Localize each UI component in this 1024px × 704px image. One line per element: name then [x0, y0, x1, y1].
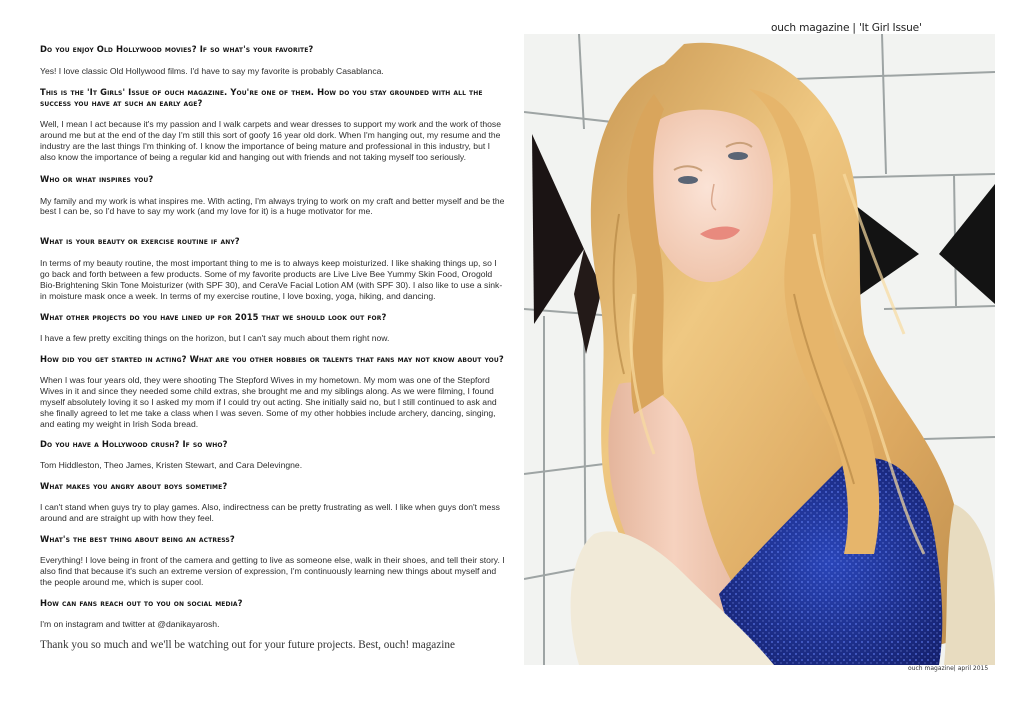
- answer-3: My family and my work is what inspires me. With acting, I'm always trying to work on my craft and better myself and be the best I can be, so I'd have to say my work (and my love for it) is a huge motivator for me.: [40, 195, 505, 217]
- closing-note: Thank you so much and we'll be watching out for your future projects. Best, ouch! magazine: [40, 638, 455, 651]
- question-6: How did you get started in acting? What are you other hobbies or talents that fans may not know about you?: [40, 353, 504, 364]
- answer-2: Well, I mean I act because it's my passion and I walk carpets and wear dresses to support my work and the work of those around me but at the end of the day I'm still this sort of goofy 16 year old dork. When I'm hanging out, my resume and the industry are the last things I'm thinking of. I know the importance of being mature and professional in this industry, but I also know the importance of being a regular kid and hanging out with friends and not taking myself too seriously.: [40, 118, 501, 162]
- answer-1: Yes! I love classic Old Hollywood films. I'd have to say my favorite is probably Casablanca.: [40, 66, 384, 76]
- answer-6: When I was four years old, they were shooting The Stepford Wives in my hometown. My mom was one of the Stepford Wives in it and since they needed some child extras, she brought me and my siblings along. As we were filming, I found myself absolutely loving it so I asked my mom if I could try out acting. She initially said no, but I still continued to ask and she finally agreed to let me take a class when I was seven. Some of my other hobbies include archery, dancing, singing, and eating my weight in Irish Soda bread.: [40, 374, 497, 429]
- answer-4: In terms of my beauty routine, the most important thing to me is to always keep moisturized. I like shaking things up, so I go back and forth between a few products. Some of my favorite products are Live Live Bee Yummy Skin Food, Orogold Bio-Brightening Skin Tone Moisturizer (with SPF 30), and CeraVe Facial Lotion AM (with SPF 30). I also like to use a sink-in moisture mask once a week. In terms of my exercise routine, I love boxing, yoga, hiking, and dancing.: [40, 258, 503, 302]
- question-9: What's the best thing about being an actress?: [40, 534, 235, 545]
- question-1: Do you enjoy Old Hollywood movies? If so what's your favorite?: [40, 44, 314, 54]
- answer-5: I have a few pretty exciting things on the horizon, but I can't say much about them right now.: [40, 332, 390, 343]
- question-8: What makes you angry about boys sometime?: [40, 481, 228, 492]
- portrait-photo: [524, 34, 995, 665]
- answer-8: I can't stand when guys try to play games. Also, indirectness can be pretty frustrating as well. I like when guys don't mess around and are straight up with how they feel.: [40, 502, 500, 524]
- interview-column: [40, 44, 506, 652]
- question-7: Do you have a Hollywood crush? If so who?: [40, 439, 228, 450]
- magazine-footer: ouch magazine| april 2015: [908, 665, 989, 672]
- question-10: How can fans reach out to you on social media?: [40, 597, 243, 608]
- question-4: What is your beauty or exercise routine if any?: [40, 236, 240, 247]
- answer-9: Everything! I love being in front of the camera and getting to live as someone else, walk in their shoes, and tell their story. I also find that because it's such an extreme version of expression, I'm continuously learning new things about myself and the people around me, which is super cool.: [40, 555, 505, 587]
- question-3: Who or what inspires you?: [40, 173, 154, 184]
- question-5: What other projects do you have lined up for 2015 that we should look out for?: [40, 311, 387, 322]
- answer-7: Tom Hiddleston, Theo James, Kristen Stewart, and Cara Delevingne.: [40, 460, 303, 471]
- question-2: This is the 'It Girls' Issue of ouch magazine. You're one of them. How do you stay grounded with all the success you have at such an early age?: [40, 86, 483, 108]
- magazine-header: ouch magazine | 'It Girl Issue': [771, 22, 922, 34]
- answer-10: I'm on instagram and twitter at @danikayarosh.: [40, 618, 220, 629]
